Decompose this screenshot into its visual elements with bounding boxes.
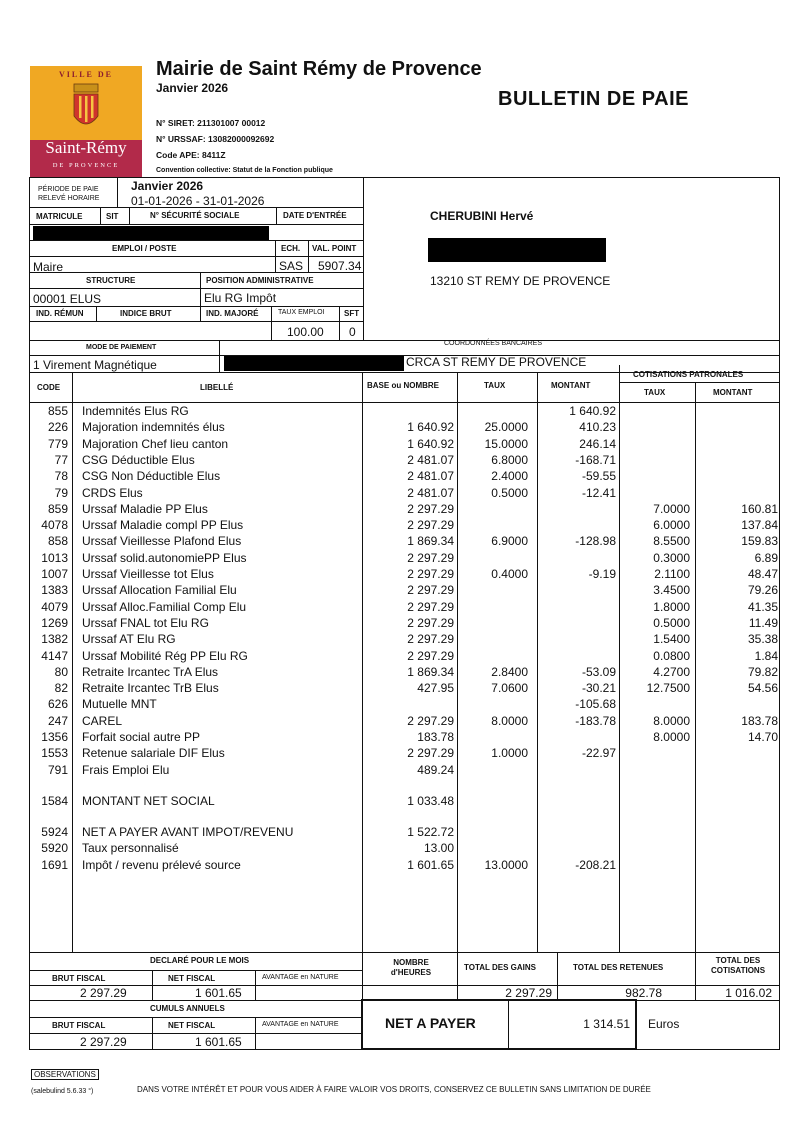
observations-label: OBSERVATIONS [31,1069,99,1080]
val-point-value: 5907.34 [318,259,362,273]
label-releve: RELEVÉ HORAIRE [38,195,100,202]
pay-line-tp: 4.2700 [653,664,690,679]
pay-line-mp: 54.56 [747,681,778,696]
pay-line-base: 2 297.29 [407,648,454,663]
label-periode: PÉRIODE DE PAIE [38,186,99,193]
pay-line-mp: 1.84 [754,648,778,663]
pay-line-row [0,452,800,468]
label-declare: DECLARÉ POUR LE MOIS [150,956,250,965]
pay-line-mp: 6.89 [754,550,778,565]
label-net-a-payer: NET A PAYER [385,1015,476,1031]
pay-line-lib: CSG Déductible Elus [82,452,195,467]
pay-line-lib: Retraite Ircantec TrA Elus [82,664,219,679]
pay-line-taux: 0.4000 [491,567,528,581]
period-dates: 01-01-2026 - 31-01-2026 [131,194,265,208]
pay-line-code: 78 [54,469,68,484]
logo-top-text: VILLE DE [58,70,113,79]
pay-line-base: 1 640.92 [407,420,454,435]
pay-line-tp: 8.5500 [653,534,690,549]
header-period: Janvier 2026 [156,81,229,95]
pay-line-code: 247 [47,713,68,728]
pay-line-code: 77 [54,452,68,467]
col-montant: MONTANT [551,381,591,390]
label-position: POSITION ADMINISTRATIVE [206,276,314,285]
pay-line-tp: 2.1100 [654,567,690,581]
pay-line-code: 855 [47,404,68,418]
pay-line-lib: Urssaf Mobilité Rég PP Elu RG [82,648,248,663]
pay-line-code: 858 [47,534,68,549]
pay-line-tp: 0.5000 [653,615,690,630]
employee-name: CHERUBINI Hervé [430,209,534,223]
pay-line-lib: Urssaf Vieillesse tot Elus [82,567,214,581]
col-taux: TAUX [484,381,506,390]
label-cumuls: CUMULS ANNUELS [150,1004,225,1013]
label-taux-emploi: TAUX EMPLOI [278,309,325,316]
label-matricule: MATRICULE [36,212,83,221]
structure-value: 00001 ELUS [33,292,102,306]
col-taux-patronal: TAUX [644,388,666,397]
pay-line-base: 13.00 [423,841,454,856]
pay-line-code: 226 [47,420,68,435]
urssaf-number: N° URSSAF: 13082000092692 [156,134,275,144]
document-title: BULLETIN DE PAIE [498,88,689,110]
pay-line-tp: 7.0000 [653,501,690,516]
pay-line-mp: 41.35 [747,599,778,614]
pay-line-taux: 6.8000 [491,452,528,467]
pay-line-base: 2 297.29 [407,518,454,533]
pay-line-row [0,419,800,435]
pay-line-base: 2 297.29 [407,632,454,647]
pay-line-row [0,729,800,745]
total-cotisations-value: 1 016.02 [725,986,772,1000]
col-libelle: LIBELLÉ [200,383,234,392]
net-fiscal-value: 1 601.65 [195,986,242,1000]
pay-line-montant: -128.98 [575,534,616,549]
label-avantage: AVANTAGE en NATURE [262,974,339,981]
col-montant-patronal: MONTANT [713,388,753,397]
pay-line-code: 1356 [41,730,68,744]
pay-line-tp: 3.4500 [653,583,690,598]
col-base: BASE ou NOMBRE [367,381,439,390]
convention: Convention collective: Statut de la Fonction publique [156,167,333,174]
pay-line-montant: -53.09 [581,664,616,679]
pay-line-montant: 1 640.92 [569,404,616,418]
pay-line-base: 427.95 [417,681,454,696]
logo-town: Saint-Rémy [45,138,127,157]
pay-line-lib: Urssaf Maladie PP Elus [82,501,208,516]
pay-line-montant: -12.41 [581,485,616,500]
ape-code: Code APE: 8411Z [156,150,226,160]
pay-line-code: 4078 [41,518,68,533]
pay-line-code: 79 [54,485,68,500]
total-gains-value: 2 297.29 [505,986,552,1000]
pay-line-row [0,436,800,452]
pay-line-lib: Urssaf AT Elu RG [82,632,176,647]
pay-line-row [0,696,800,712]
pay-line-row [0,501,800,517]
col-code: CODE [37,383,61,392]
pay-line-code: 82 [54,681,68,696]
label-ech: ECH. [281,244,301,253]
pay-line-mp: 48.47 [747,567,778,581]
pay-line-row [0,680,800,696]
pay-line-lib: Forfait social autre PP [82,730,201,744]
employer-name: Mairie de Saint Rémy de Provence [156,58,482,80]
pay-line-tp: 0.0800 [653,648,690,663]
pay-line-tp: 0.3000 [653,550,690,565]
pay-line-base: 1 640.92 [407,436,454,451]
pay-line-montant: -22.97 [581,746,616,761]
pay-line-row [0,762,800,778]
pay-line-montant: -30.21 [581,681,616,696]
pay-line-taux: 25.0000 [484,420,528,435]
pay-line-base: 2 297.29 [407,599,454,614]
pay-line-code: 1269 [41,615,68,630]
pay-line-taux: 7.0600 [491,681,528,696]
label-ind-remun: IND. RÉMUN [36,309,84,318]
pay-line-code: 1584 [41,794,68,808]
label-val-point: VAL. POINT [312,244,357,253]
pay-line-row [0,615,800,631]
pay-line-montant: -9.19 [588,567,616,581]
pay-line-base: 183.78 [417,730,454,744]
label-cumul-net: NET FISCAL [168,1021,216,1030]
pay-line-mp: 11.49 [748,615,778,630]
pay-line-lib: Urssaf solid.autonomiePP Elus [82,550,247,565]
pay-line-base: 1 601.65 [407,857,454,872]
pay-line-row [0,550,800,566]
label-sft: SFT [344,309,360,318]
pay-line-code: 1382 [41,632,68,647]
redacted-ids [33,226,269,240]
pay-line-lib: Urssaf Allocation Familial Elu [82,583,237,598]
pay-line-tp: 6.0000 [653,518,690,533]
pay-line-tp: 8.0000 [653,730,690,744]
label-total-cotisations: TOTAL DES COTISATIONS [710,956,766,975]
pay-line-tp: 1.5400 [653,632,690,647]
pay-line-base: 489.24 [417,762,454,777]
pay-line-montant: -208.21 [575,857,616,872]
pay-line-code: 779 [47,436,68,451]
pay-line-lib: NET A PAYER AVANT IMPOT/REVENU [82,825,294,839]
pay-line-code: 1553 [41,746,68,761]
label-total-gains: TOTAL DES GAINS [464,963,537,972]
pay-line-lib: Urssaf Alloc.Familial Comp Elu [82,599,247,614]
position-value: Elu RG Impôt [204,291,277,305]
label-sit: SIT [106,212,119,221]
logo-subtitle: DE PROVENCE [52,162,120,169]
pay-line-row [0,824,800,840]
pay-line-code: 1013 [41,550,68,565]
pay-line-montant: -105.68 [575,697,616,712]
footer-notice: DANS VOTRE INTÉRÊT ET POUR VOUS AIDER À FAIRE VALOIR VOS DROITS, CONSERVEZ CE BULLETIN SANS LIMITATION DE DURÉE [137,1085,651,1094]
pay-line-row [0,599,800,615]
pay-line-taux: 0.5000 [491,485,528,500]
pay-line-lib: Taux personnalisé [82,841,179,856]
mode-paiement-value: 1 Virement Magnétique [33,358,157,372]
emploi-value: Maire [33,260,64,274]
pay-line-base: 1 522.72 [407,825,454,839]
pay-line-lib: Urssaf Vieillesse Plafond Elus [82,534,242,549]
net-a-payer-value: 1 314.51 [583,1017,630,1031]
currency-label: Euros [648,1017,680,1031]
pay-line-mp: 79.26 [747,583,778,598]
label-nombre-heures: NOMBRE d'HEURES [390,958,432,977]
pay-line-lib: CAREL [82,713,123,728]
sft-value: 0 [349,325,356,339]
label-date-entree: DATE D'ENTRÉE [283,211,347,220]
pay-line-row [0,745,800,761]
pay-line-code: 80 [54,664,68,679]
pay-line-taux: 13.0000 [484,857,528,872]
pay-line-lib: Majoration indemnités élus [82,420,225,435]
pay-line-base: 2 481.07 [407,485,454,500]
pay-line-mp: 160.81 [741,501,778,516]
pay-line-base: 1 033.48 [407,794,454,808]
pay-line-lib: Indemnités Elus RG [82,404,189,418]
pay-line-lib: Impôt / revenu prélevé source [82,857,241,872]
pay-line-montant: -168.71 [575,452,616,467]
pay-line-row [0,468,800,484]
cumul-net-value: 1 601.65 [195,1035,242,1049]
pay-line-row [0,582,800,598]
pay-line-taux: 8.0000 [491,713,528,728]
pay-line-base: 1 869.34 [407,664,454,679]
label-cumul-avantage: AVANTAGE en NATURE [262,1021,339,1028]
pay-line-lib: MONTANT NET SOCIAL [82,794,215,808]
label-net-fiscal: NET FISCAL [168,974,216,983]
pay-line-base: 2 297.29 [407,550,454,565]
label-emploi: EMPLOI / POSTE [112,244,177,253]
pay-line-code: 4147 [41,648,68,663]
pay-line-lib: Retraite Ircantec TrB Elus [82,681,219,696]
pay-line-code: 5924 [41,825,68,839]
brut-fiscal-value: 2 297.29 [80,986,127,1000]
pay-line-base: 2 297.29 [407,583,454,598]
pay-line-base: 2 297.29 [407,501,454,516]
pay-line-base: 1 869.34 [407,534,454,549]
siret: N° SIRET: 211301007 00012 [156,118,266,128]
pay-line-lib: Urssaf Maladie compl PP Elus [82,518,244,533]
label-mode-paiement: MODE DE PAIEMENT [86,344,157,351]
label-secu: N° SÉCURITÉ SOCIALE [150,211,240,220]
pay-line-montant: 246.14 [579,436,616,451]
pay-line-taux: 2.4000 [491,469,528,484]
pay-line-taux: 6.9000 [491,534,528,549]
pay-line-base: 2 297.29 [407,567,454,581]
pay-line-mp: 137.84 [741,518,778,533]
pay-line-taux: 2.8400 [491,664,528,679]
pay-line-base: 2 481.07 [407,469,454,484]
pay-line-row [0,664,800,680]
pay-line-row [0,713,800,729]
label-structure: STRUCTURE [86,276,136,285]
pay-line-tp: 1.8000 [653,599,690,614]
employee-city: 13210 ST REMY DE PROVENCE [430,274,611,288]
label-indice-brut: INDICE BRUT [120,309,172,318]
pay-line-lib: CSG Non Déductible Elus [82,469,221,484]
pay-line-base: 2 297.29 [407,615,454,630]
pay-line-mp: 183.78 [741,713,778,728]
pay-line-mp: 159.83 [741,534,778,549]
pay-line-code: 5920 [41,841,68,856]
redacted-address [428,238,606,262]
pay-line-lib: Retenue salariale DIF Elus [82,746,225,761]
pay-lines [0,403,800,951]
pay-line-mp: 79.82 [747,664,778,679]
pay-line-montant: 410.23 [579,420,616,435]
pay-line-code: 626 [47,697,68,712]
col-cotis-patronales: COTISATIONS PATRONALES [633,370,744,379]
pay-line-row [0,533,800,549]
pay-line-code: 791 [47,762,68,777]
pay-line-montant: -59.55 [581,469,616,484]
period-month: Janvier 2026 [131,179,204,193]
pay-line-code: 4079 [41,599,68,614]
label-brut-fiscal: BRUT FISCAL [52,974,106,983]
pay-line-base: 2 297.29 [407,713,454,728]
pay-line-lib: Mutuelle MNT [82,697,157,712]
pay-line-row [0,566,800,582]
pay-line-row [0,485,800,501]
pay-line-tp: 12.7500 [646,681,690,696]
pay-line-row [0,631,800,647]
pay-line-mp: 14.70 [747,730,778,744]
pay-line-code: 859 [47,501,68,516]
pay-line-code: 1007 [41,567,68,581]
pay-line-montant: -183.78 [575,713,616,728]
pay-line-base: 2 481.07 [407,452,454,467]
cumul-brut-value: 2 297.29 [80,1035,127,1049]
pay-line-base: 2 297.29 [407,746,454,761]
pay-line-row [0,648,800,664]
pay-line-row [0,840,800,856]
pay-line-lib: Frais Emploi Elu [82,762,170,777]
pay-line-lib: Majoration Chef lieu canton [82,436,229,451]
taux-emploi-value: 100.00 [287,325,324,339]
pay-line-mp: 35.38 [747,632,778,647]
ech-value: SAS [279,259,304,273]
pay-line-row [0,857,800,873]
redacted-iban [224,356,404,371]
label-total-retenues: TOTAL DES RETENUES [573,963,664,972]
pay-line-row [0,793,800,809]
pay-line-code: 1691 [41,857,68,872]
pay-line-taux: 1.0000 [491,746,528,761]
pay-line-taux: 15.0000 [484,436,528,451]
pay-line-code: 1383 [41,583,68,598]
pay-line-row [0,403,800,419]
pay-line-tp: 8.0000 [653,713,690,728]
label-ind-majore: IND. MAJORÉ [206,309,259,318]
pay-line-row [0,517,800,533]
pay-line-lib: Urssaf FNAL tot Elu RG [82,615,209,630]
pay-line-lib: CRDS Elus [82,485,143,500]
total-retenues-value: 982.78 [625,986,662,1000]
label-cumul-brut: BRUT FISCAL [52,1021,106,1030]
bank-name: CRCA ST REMY DE PROVENCE [406,355,587,369]
software-version: (salebulind 5.6.33 °) [31,1088,94,1095]
label-coord-bancaires: COORDONNÉES BANCAIRES [444,340,543,347]
